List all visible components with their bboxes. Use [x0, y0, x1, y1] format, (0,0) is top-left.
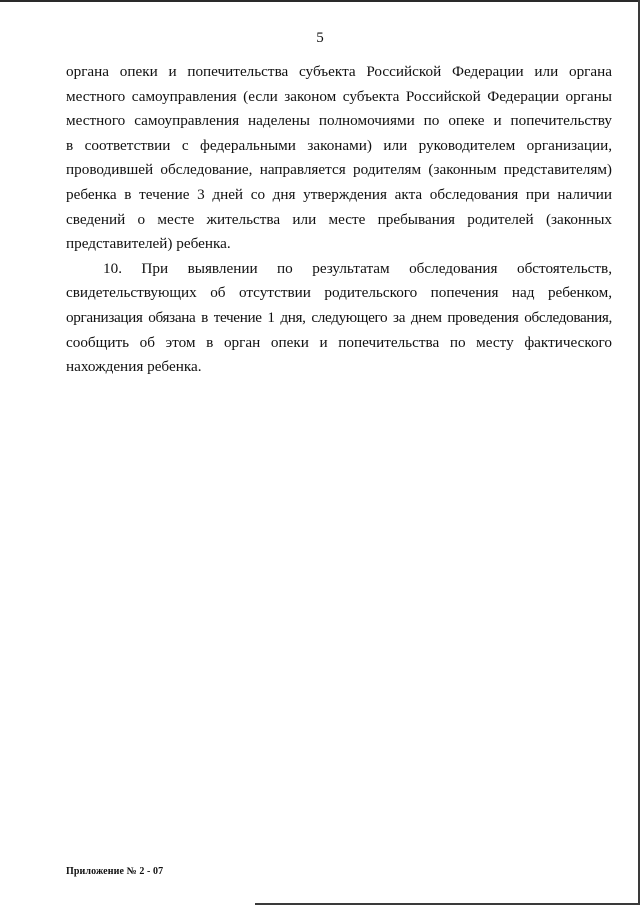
text-line: проводившей обследование, направляется родителям (законным представителям) — [66, 161, 612, 179]
scan-edge-top — [0, 0, 640, 2]
text-line: сообщить об этом в орган опеки и попечительства по месту фактического — [66, 333, 612, 351]
text-line: 10. При выявлении по результатам обследования обстоятельств, — [103, 259, 612, 277]
paragraph-item-10 — [66, 257, 612, 380]
text-line: представителей) ребенка. — [66, 235, 231, 253]
text-line: местного самоуправления (если законом субъекта Российской Федерации органы — [66, 87, 612, 105]
text-line: нахождения ребенка. — [66, 358, 202, 376]
footer-attachment-note: Приложение № 2 - 07 — [66, 866, 164, 877]
text-line: органа опеки и попечительства субъекта Российской Федерации или органа — [66, 63, 612, 80]
text-line: свидетельствующих об отсутствии родительского попечения над ребенком, — [66, 284, 612, 302]
paragraph-continuation — [66, 60, 612, 257]
text-line: сведений о месте жительства или месте пребывания родителей (законных — [66, 210, 612, 228]
text-line: организация обязана в течение 1 дня, следующего за днем проведения обследования, — [66, 308, 612, 326]
document-body — [66, 60, 612, 380]
text-line: местного самоуправления наделены полномочиями по опеке и попечительству — [66, 112, 612, 130]
page-number: 5 — [316, 30, 324, 46]
text-line: в соответствии с федеральными законами) или руководителем организации, — [66, 136, 612, 154]
text-line: ребенка в течение 3 дней со дня утверждения акта обследования при наличии — [66, 185, 612, 203]
